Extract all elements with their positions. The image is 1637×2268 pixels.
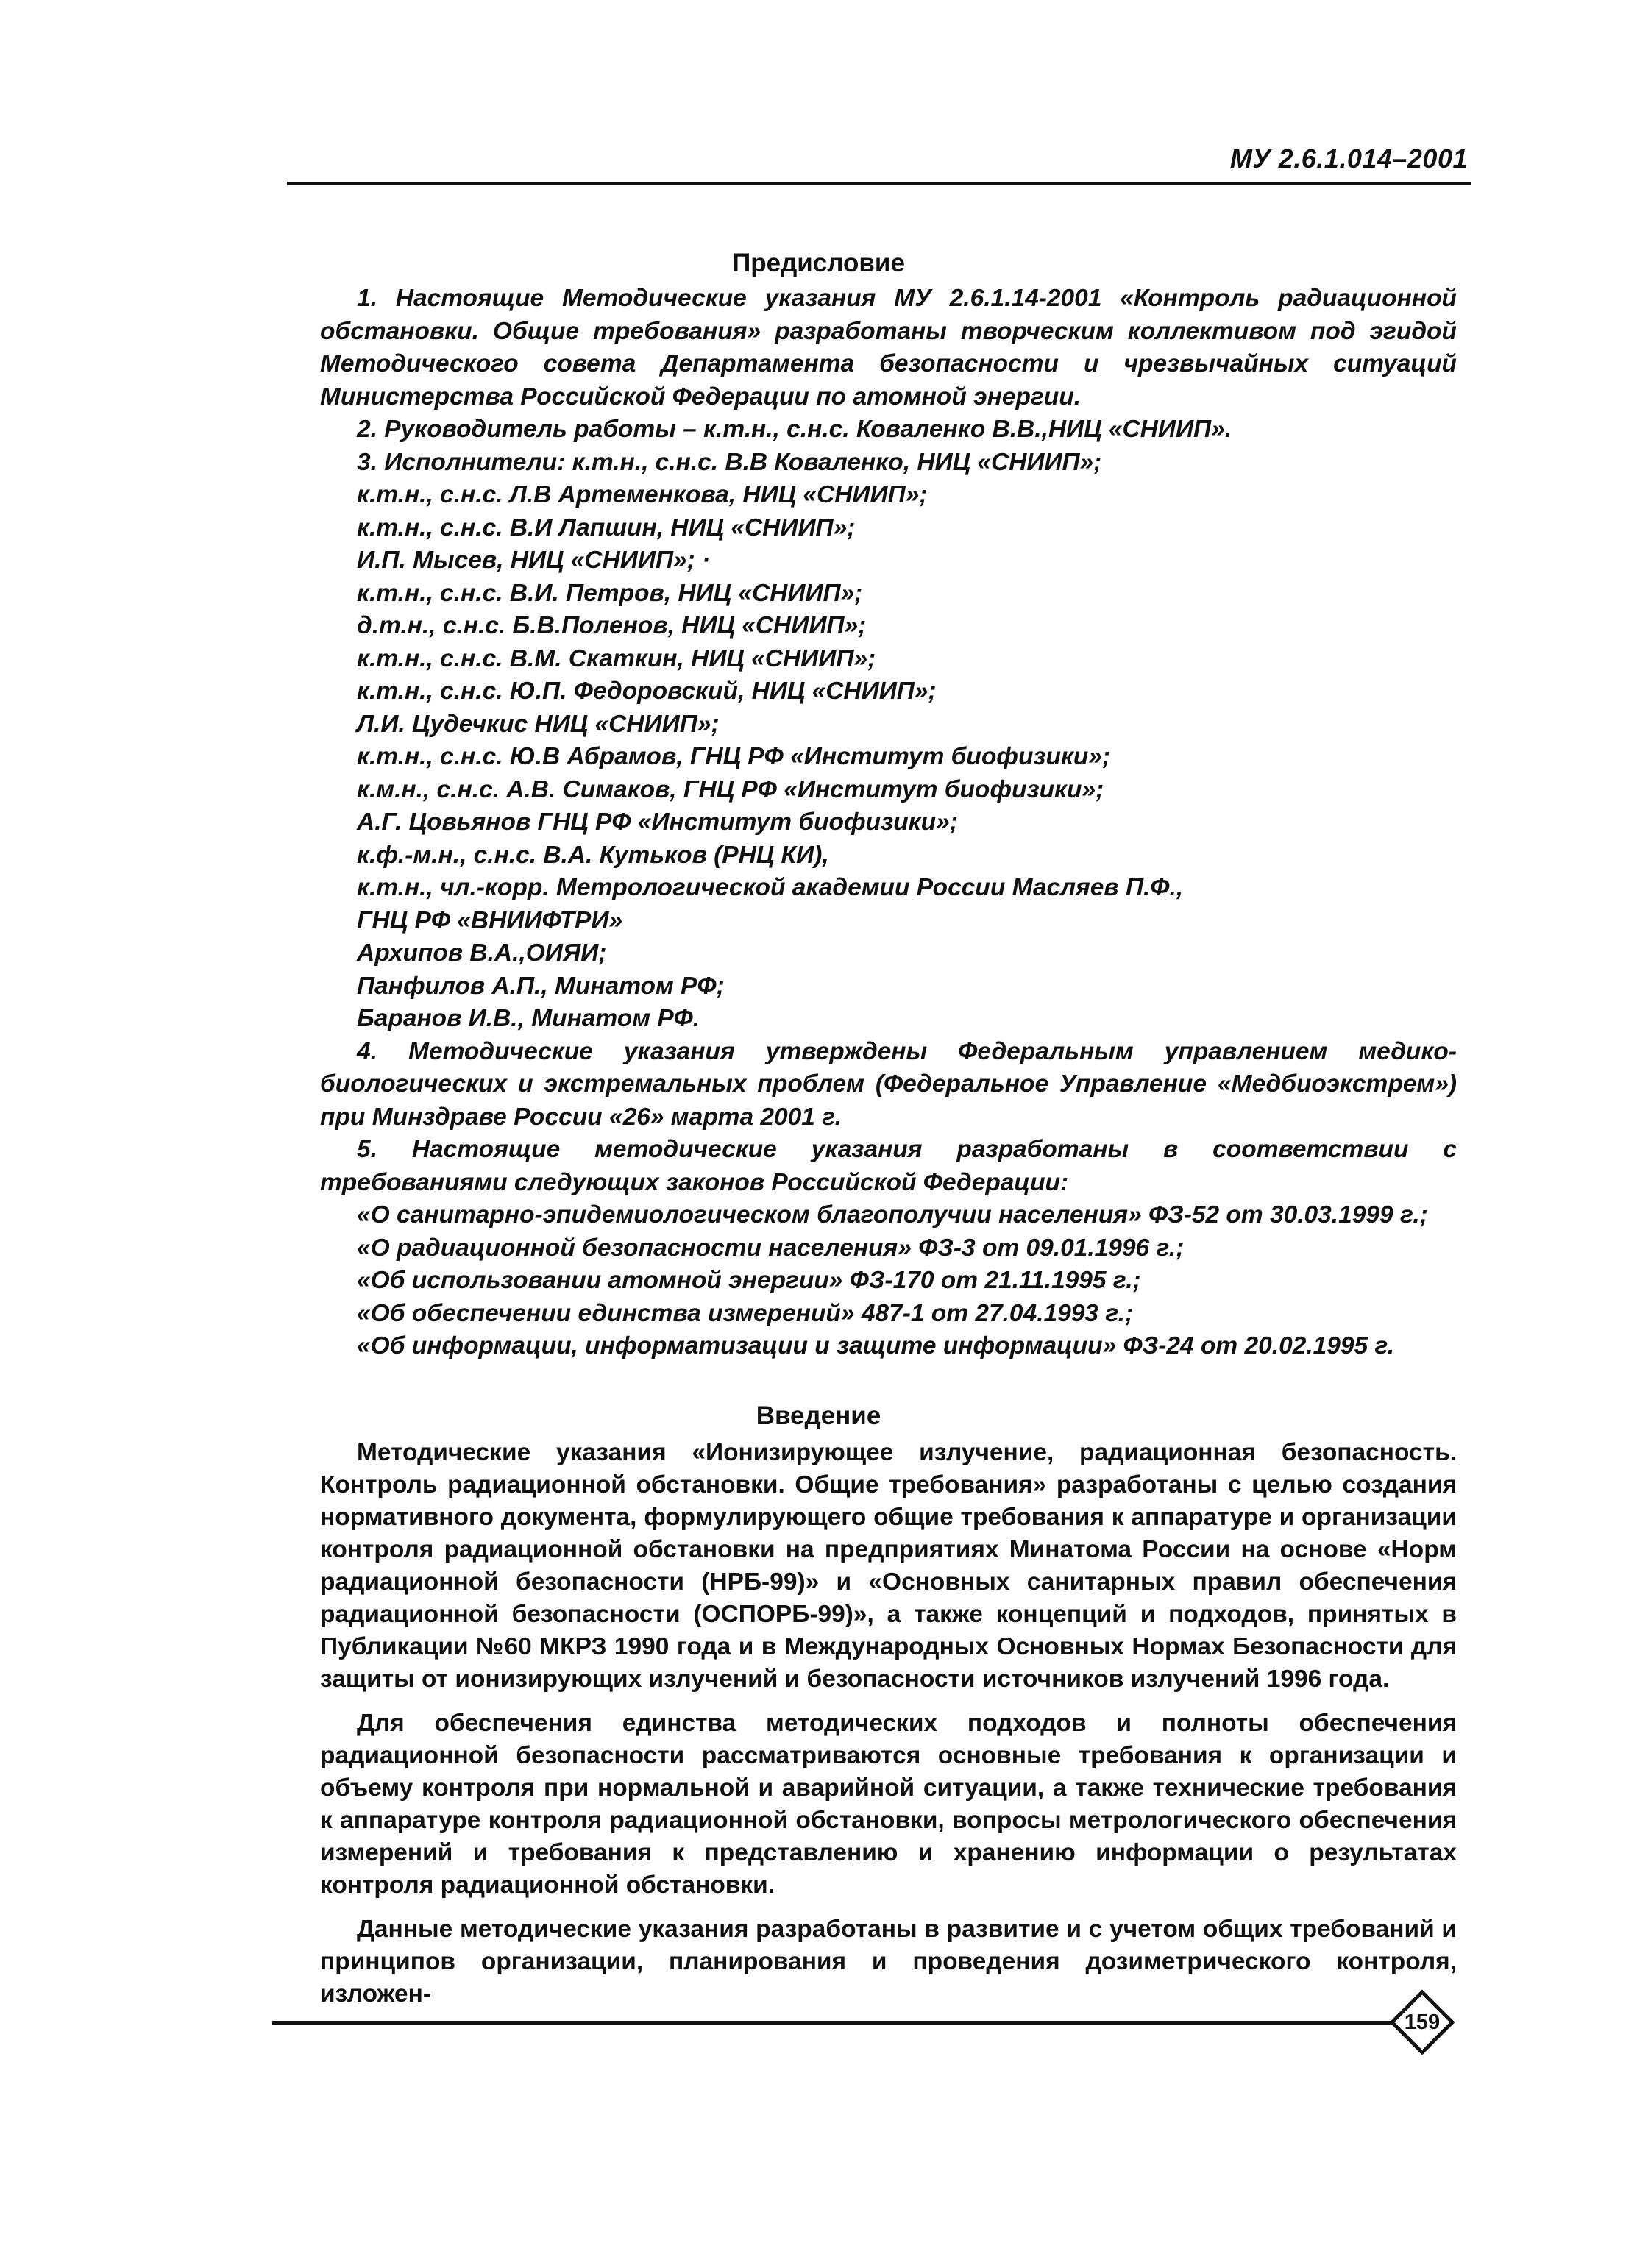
performer-line: И.П. Мысев, НИЦ «СНИИП»; · [357,547,711,574]
performer-line: А.Г. Цовьянов ГНЦ РФ «Институт биофизики»; [357,808,958,836]
intro-paragraph-3: Данные методические указания разработаны в развитие и с учетом общих требований и принципов организации, планирования и проведения дозиметрического контроля, изложен- [320,1916,1457,2008]
performer-line: Л.И. Цудечкис НИЦ «СНИИП»; [357,710,720,738]
performer-line: к.т.н., с.н.с. В.М. Скаткин, НИЦ «СНИИП»; [357,644,876,672]
bottom-rule [272,2021,1396,2025]
preface-item-4: 4. Методические указания утверждены Федеральным управлением медико-биологических и экстремальных проблем (Федеральное Управление «Медбиоэкстрем») при Минздраве России «26» марта 2001 г. [320,1037,1457,1131]
performer-line: Панфилов А.П., Минатом РФ; [357,972,725,1000]
performer-line: к.т.н., с.н.с. Ю.В Абрамов, ГНЦ РФ «Институт биофизики»; [357,743,1111,770]
law-line: «Об использовании атомной энергии» ФЗ-170 от 21.11.1995 г.; [357,1267,1141,1294]
performer-line: ГНЦ РФ «ВНИИФТРИ» [357,906,623,934]
preface-block [320,282,1457,1363]
law-line: «Об информации, информатизации и защите информации» ФЗ-24 от 20.02.1995 г. [357,1332,1395,1359]
preface-item-1: 1. Настоящие Методические указания МУ 2.6.1.14-2001 «Контроль радиационной обстановки. Общие требования» разработаны творческим коллективом под эгидой Методического совета Департамента безопасности и чрезвычайных ситуаций Министерства Российской Федерации по атомной энергии. [320,285,1457,410]
page-number: 159 [1404,2010,1441,2034]
performer-line: к.ф.-м.н., с.н.с. В.А. Кутьков (РНЦ КИ), [357,841,829,869]
performer-line: Архипов В.А.,ОИЯИ; [357,939,607,967]
preface-title: Предисловие [732,249,905,277]
intro-title: Введение [756,1401,881,1430]
laws-list [320,1199,1457,1363]
preface-item-3: 3. Исполнители: к.т.н., с.н.с. В.В Коваленко, НИЦ «СНИИП»; [357,448,1102,476]
law-line: «О радиационной безопасности населения» ФЗ-3 от 09.01.1996 г.; [357,1234,1185,1262]
performer-line: к.м.н., с.н.с. А.В. Симаков, ГНЦ РФ «Институт биофизики»; [357,775,1104,803]
performer-line: д.т.н., с.н.с. Б.В.Поленов, НИЦ «СНИИП»; [357,612,867,639]
performer-line: к.т.н., с.н.с. Л.В Артеменкова, НИЦ «СНИИП»; [357,481,928,508]
performer-line: к.т.н., с.н.с. В.И Лапшин, НИЦ «СНИИП»; [357,513,856,541]
performer-line: к.т.н., с.н.с. Ю.П. Федоровский, НИЦ «СНИИП»; [357,678,937,705]
performer-line: к.т.н., с.н.с. В.И. Петров, НИЦ «СНИИП»; [357,579,863,607]
doc-code: МУ 2.6.1.014–2001 [1229,143,1468,174]
preface-item-2: 2. Руководитель работы – к.т.н., с.н.с. Коваленко В.В.,НИЦ «СНИИП». [357,416,1232,443]
top-rule [287,182,1471,185]
performers-list [320,479,1457,1036]
preface-item-5: 5. Настоящие методические указания разработаны в соответствии с требованиями следующих законов Российской Федерации: [320,1136,1457,1196]
law-line: «О санитарно-эпидемиологическом благополучии населения» ФЗ-52 от 30.03.1999 г.; [357,1201,1428,1229]
intro-paragraph-1: Методические указания «Ионизирующее излучение, радиационная безопасность. Контроль радиационной обстановки. Общие требования» разработаны с целью создания нормативного документа, формулирующего общие требования к аппаратуре и организации контроля радиационной обстановки на предприятиях Минатома России на основе «Норм радиационной безопасности (НРБ-99)» и «Основных санитарных правил обеспечения радиационной безопасности (ОСПОРБ-99)», а также концепций и подходов, принятых в Публикации №60 МКРЗ 1990 года и в Международных Основных Нормах Безопасности для защиты от ионизирующих излучений и безопасности источников излучений 1996 года. [320,1439,1457,1693]
intro-block [320,1437,1457,2022]
performer-line: к.т.н., чл.-корр. Метрологической академии России Масляев П.Ф., [357,874,1184,901]
law-line: «Об обеспечении единства измерений» 487-1 от 27.04.1993 г.; [357,1299,1134,1327]
performer-line: Баранов И.В., Минатом РФ. [357,1005,700,1032]
intro-paragraph-2: Для обеспечения единства методических подходов и полноты обеспечения радиационной безопасности рассматриваются основные требования к организации и объему контроля при нормальной и аварийной ситуации, а также технические требования к аппаратуре контроля радиационной обстановки, вопросы метрологического обеспечения измерений и требования к представлению и хранению информации о результатах контроля радиационной обстановки. [320,1710,1457,1899]
